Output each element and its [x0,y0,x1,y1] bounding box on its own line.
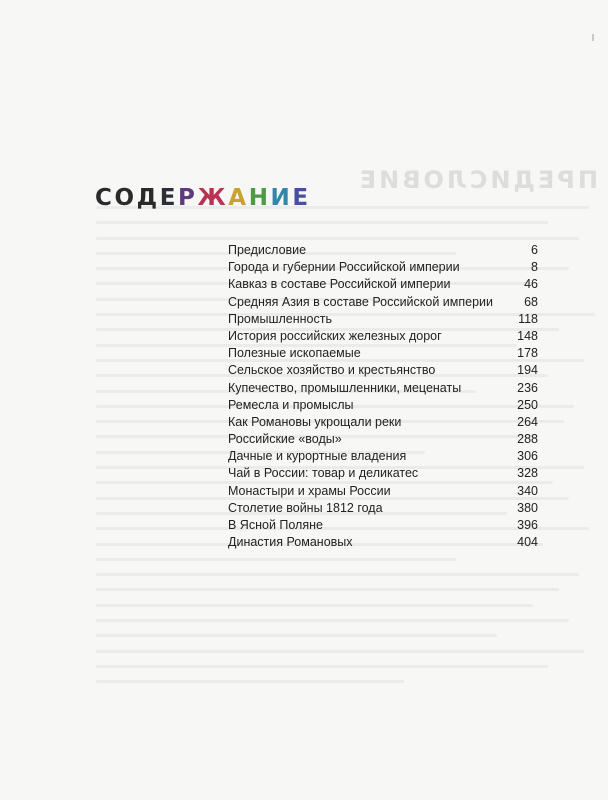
show-through-line [96,604,533,607]
show-through-line [96,588,559,591]
toc-entry-page-number: 250 [517,397,538,412]
heading-letter: Д [136,185,160,211]
toc-entry-title: Династия Романовых [228,535,353,550]
toc-entry[interactable] [228,259,538,276]
page-edge-mark [592,34,594,41]
heading-letter: Е [292,185,311,211]
toc-entry-title: Кавказ в составе Российской империи [228,277,451,292]
heading-letter: Н [248,185,271,211]
toc-entry-title: Предисловие [228,243,307,257]
toc-entry[interactable] [228,311,538,328]
toc-entry-title: Купечество, промышленники, меценаты [228,380,462,395]
toc-entry[interactable] [228,276,538,293]
toc-entry-title: Промышленность [228,311,332,326]
toc-entry-page-number: 178 [517,346,538,361]
toc-entry-title: Города и губернии Российской империи [228,260,460,275]
toc-entry[interactable] [228,397,538,414]
show-through-line [96,650,584,653]
heading-letter: Е [159,185,179,211]
toc-entry-title: Сельское хозяйство и крестьянство [228,363,436,378]
show-through-line [96,221,548,224]
toc-entry-page-number: 340 [517,483,538,498]
show-through-line [96,634,497,637]
toc-entry-page-number: 380 [517,500,538,515]
toc-entry[interactable] [228,534,538,551]
toc-entry-title: В Ясной Поляне [228,518,323,532]
toc-entry[interactable] [228,517,538,534]
toc-entry[interactable] [228,345,538,362]
toc-entry[interactable] [228,465,538,482]
toc-entry-title: Ремесла и промыслы [228,397,354,412]
toc-entry[interactable] [228,380,538,397]
toc-entry-title: Монастыри и храмы России [228,483,391,498]
toc-entry[interactable] [228,328,538,345]
show-through-line [96,680,404,683]
toc-entry[interactable] [228,500,538,517]
toc-entry[interactable] [228,362,538,379]
toc-entry-page-number: 68 [524,294,538,309]
toc-entry-title: Российские «воды» [228,432,342,447]
toc-entry-page-number: 288 [517,432,538,447]
toc-entry[interactable] [228,414,538,431]
toc-entry-page-number: 194 [517,363,538,378]
show-through-line [96,619,569,622]
toc-entry[interactable] [228,483,538,500]
toc-entry-page-number: 8 [531,260,538,275]
toc-entry[interactable] [228,242,538,259]
heading-letter: С [95,185,115,211]
show-through-line [96,237,579,240]
toc-entry-page-number: 236 [517,380,538,395]
toc-entry-title: Дачные и курортные владения [228,449,407,464]
heading-letter: И [270,185,293,211]
show-through-heading: ПРЕДИСЛОВИЕ [356,166,598,194]
toc-entry-page-number: 396 [517,518,538,532]
toc-entry-page-number: 46 [524,277,538,292]
heading-letter: Ж [197,185,229,211]
toc-entry-title: Средняя Азия в составе Российской империи [228,294,494,309]
toc-entry[interactable] [228,448,538,465]
heading-letter: О [114,185,137,211]
toc-entry-title: Как Романовы укрощали реки [228,414,402,429]
toc-entry-page-number: 328 [517,466,538,481]
toc-entry-title: Полезные ископаемые [228,346,361,361]
table-of-contents [228,242,538,551]
show-through-line [96,573,579,576]
show-through-line [96,665,548,668]
toc-entry[interactable] [228,431,538,448]
toc-entry-page-number: 118 [518,311,538,326]
heading-letter: А [228,185,249,211]
show-through-line [96,558,456,561]
toc-entry[interactable] [228,294,538,311]
toc-entry-page-number: 148 [517,328,538,343]
toc-entry-title: Столетие войны 1812 года [228,500,383,515]
contents-heading [95,183,311,213]
toc-entry-title: История российских железных дорог [228,328,442,343]
toc-entry-title: Чай в России: товар и деликатес [228,466,419,481]
toc-entry-page-number: 306 [517,449,538,464]
toc-entry-page-number: 404 [517,535,538,550]
toc-entry-page-number: 6 [531,243,538,257]
heading-letter: Р [178,185,198,211]
toc-entry-page-number: 264 [517,414,538,429]
